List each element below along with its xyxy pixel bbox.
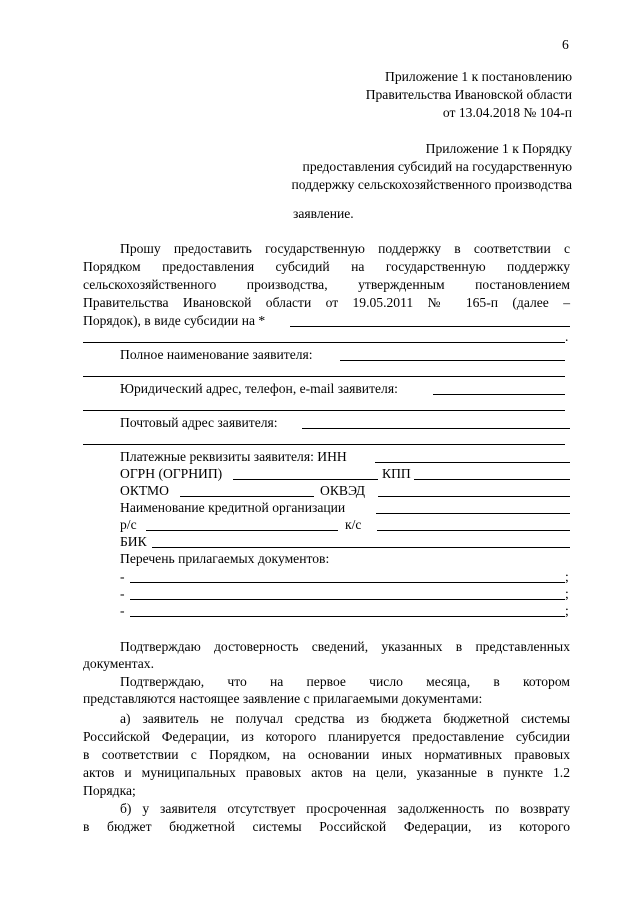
legal-address-field[interactable] — [433, 394, 565, 395]
bank-details-label: Платежные реквизиты заявителя: ИНН — [120, 449, 347, 464]
inn-field[interactable] — [375, 462, 570, 463]
rs-field[interactable] — [146, 530, 338, 531]
item-a-line: Порядка; — [83, 783, 136, 798]
postal-address-field[interactable] — [302, 428, 570, 429]
header-line: поддержку сельскохозяйственного производства — [291, 177, 572, 192]
item-b-line: в бюджет бюджетной системы Российской Федерации, из которого — [83, 819, 570, 834]
rs-label: р/с — [120, 517, 137, 532]
intro-end-dot: . — [565, 329, 569, 344]
oktmo-label: ОКТМО — [120, 483, 169, 498]
subsidy-purpose-field[interactable] — [290, 326, 570, 327]
bik-field[interactable] — [152, 547, 570, 548]
doc-item-dash: - — [120, 603, 125, 618]
full-name-field[interactable] — [340, 360, 565, 361]
confirm-line: документах. — [83, 656, 154, 671]
intro-line: Правительства Ивановской области от 19.05.2011 № 165-п (далее – — [83, 295, 570, 310]
document-title: заявление. — [293, 206, 354, 221]
docs-list-label: Перечень прилагаемых документов: — [120, 551, 330, 566]
header-line: предоставления субсидий на государственную — [302, 159, 572, 174]
doc-item-field[interactable] — [130, 616, 565, 617]
confirm-line: Подтверждаю достоверность сведений, указанных в представленных — [120, 639, 570, 654]
postal-address-field-line2[interactable] — [83, 444, 565, 445]
intro-line: Порядком предоставления субсидий на государственную поддержку — [83, 259, 570, 274]
confirm-line: представляются настоящее заявление с прилагаемыми документами: — [83, 691, 483, 706]
doc-item-field[interactable] — [130, 599, 565, 600]
intro-line: Порядок), в виде субсидии на * — [83, 313, 266, 328]
credit-org-field[interactable] — [376, 513, 570, 514]
header-line: Приложение 1 к постановлению — [385, 69, 572, 84]
page-number: 6 — [562, 37, 569, 52]
full-name-field-line2[interactable] — [83, 376, 565, 377]
doc-item-dash: - — [120, 569, 125, 584]
full-name-label: Полное наименование заявителя: — [120, 347, 313, 362]
item-a-line: а) заявитель не получал средства из бюджета бюджетной системы — [120, 711, 570, 726]
ks-label: к/с — [345, 517, 362, 532]
ogrn-label: ОГРН (ОГРНИП) — [120, 466, 223, 481]
kpp-label: КПП — [382, 466, 411, 481]
item-a-line: Российской Федерации, из которого планируется предоставление субсидии — [83, 729, 570, 744]
oktmo-field[interactable] — [180, 496, 314, 497]
doc-item-field[interactable] — [130, 582, 565, 583]
intro-line: сельскохозяйственного производства, утвержденным постановлением — [83, 277, 570, 292]
header-line: Приложение 1 к Порядку — [425, 141, 572, 156]
legal-address-field-line2[interactable] — [83, 410, 565, 411]
header-line: от 13.04.2018 № 104-п — [442, 105, 572, 120]
doc-item-semicolon: ; — [565, 569, 569, 584]
intro-line: Прошу предоставить государственную поддержку в соответствии с — [120, 241, 570, 256]
okved-label: ОКВЭД — [320, 483, 366, 498]
ogrn-field[interactable] — [233, 479, 378, 480]
doc-item-semicolon: ; — [565, 603, 569, 618]
doc-item-dash: - — [120, 586, 125, 601]
item-b-line: б) у заявителя отсутствует просроченная задолженность по возврату — [120, 801, 570, 816]
item-a-line: в соответствии с Порядком, на основании иных нормативных правовых — [83, 747, 570, 762]
bik-label: БИК — [120, 534, 147, 549]
item-a-line: актов и муниципальных правовых актов на цели, указанные в пункте 1.2 — [83, 765, 570, 780]
okved-field[interactable] — [378, 496, 570, 497]
doc-item-semicolon: ; — [565, 586, 569, 601]
credit-org-label: Наименование кредитной организации — [120, 500, 346, 515]
legal-address-label: Юридический адрес, телефон, e-mail заявителя: — [120, 381, 398, 396]
subsidy-purpose-field-line2[interactable] — [83, 342, 565, 343]
header-line: Правительства Ивановской области — [365, 87, 572, 102]
kpp-field[interactable] — [414, 479, 570, 480]
postal-address-label: Почтовый адрес заявителя: — [120, 415, 278, 430]
ks-field[interactable] — [377, 530, 570, 531]
confirm-line: Подтверждаю, что на первое число месяца, в котором — [120, 674, 570, 689]
